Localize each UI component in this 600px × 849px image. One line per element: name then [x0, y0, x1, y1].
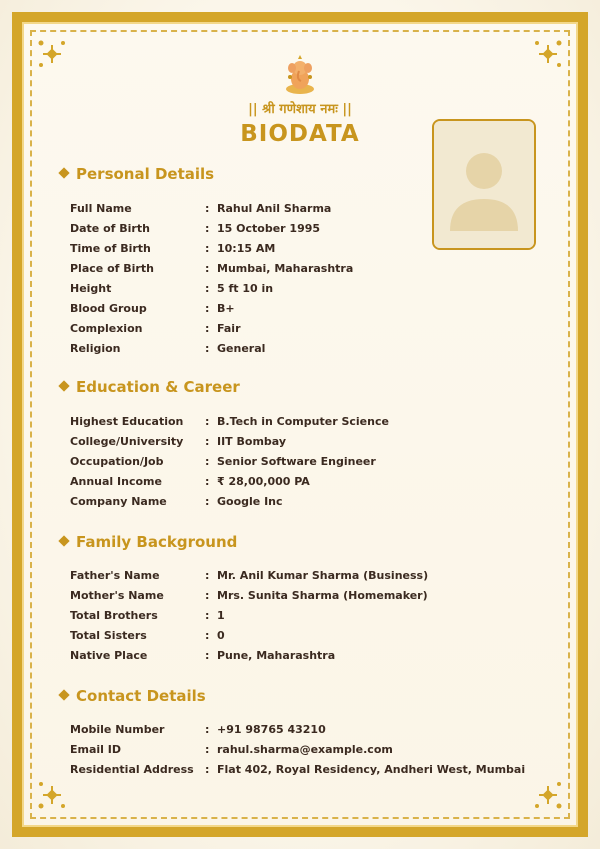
field-value: Fair	[217, 321, 241, 335]
diamond-icon	[58, 167, 69, 178]
field-value: ₹ 28,00,000 PA	[217, 475, 310, 489]
detail-row: Total Brothers : 1	[70, 609, 225, 623]
diamond-icon	[58, 535, 69, 546]
corner-ornament-icon	[38, 781, 66, 809]
contact-details-rows	[70, 720, 525, 780]
detail-row: Height : 5 ft 10 in	[70, 282, 274, 295]
field-value: +91 98765 43210	[217, 723, 326, 737]
ganesha-icon	[282, 55, 318, 95]
family-background-rows	[70, 566, 428, 665]
field-label: Height	[70, 282, 112, 295]
detail-row: Mobile Number : +91 98765 43210	[70, 723, 326, 737]
field-value: Mrs. Sunita Sharma (Homemaker)	[217, 589, 428, 603]
field-value: Flat 402, Royal Residency, Andheri West, Mumbai	[217, 763, 526, 777]
field-value: IIT Bombay	[217, 435, 287, 449]
personal-details-rows	[70, 199, 353, 358]
education-career-rows	[70, 412, 389, 511]
diamond-icon	[58, 689, 69, 700]
field-value: B+	[217, 301, 235, 315]
field-value: Rahul Anil Sharma	[217, 202, 332, 216]
detail-row: Annual Income : ₹ 28,00,000 PA	[70, 475, 310, 489]
field-value: 1	[217, 609, 225, 623]
field-value: Pune, Maharashtra	[217, 649, 336, 662]
field-label: Highest Education	[70, 415, 184, 429]
field-value: B.Tech in Computer Science	[217, 415, 389, 429]
field-label: Time of Birth	[70, 242, 151, 256]
field-label: Full Name	[70, 202, 132, 216]
detail-row: Native Place : Pune, Maharashtra	[70, 649, 336, 662]
section-title-family: Family Background	[60, 533, 237, 551]
field-label: Place of Birth	[70, 262, 154, 276]
diamond-icon	[58, 380, 69, 391]
field-value: 0	[217, 629, 225, 643]
detail-row: Time of Birth : 10:15 AM	[70, 242, 276, 256]
field-label: Annual Income	[70, 475, 162, 489]
page-title: BIODATA	[240, 121, 360, 147]
detail-row: Email ID : rahul.sharma@example.com	[70, 743, 393, 757]
field-label: College/University	[70, 435, 184, 449]
field-value: 10:15 AM	[217, 242, 276, 256]
detail-row: Residential Address : Flat 402, Royal Residency, Andheri West, Mumbai	[70, 763, 526, 777]
field-label: Native Place	[70, 649, 148, 662]
field-value: 15 October 1995	[217, 222, 321, 236]
field-label: Email ID	[70, 743, 121, 757]
detail-row: Mother's Name : Mrs. Sunita Sharma (Homemaker)	[70, 589, 428, 603]
detail-row: Highest Education : B.Tech in Computer Science	[70, 415, 389, 429]
field-label: Blood Group	[70, 301, 147, 315]
detail-row: Blood Group : B+	[70, 301, 235, 315]
profile-photo-placeholder[interactable]	[432, 119, 536, 250]
field-label: Religion	[70, 341, 121, 355]
detail-row: College/University : IIT Bombay	[70, 435, 287, 449]
detail-row: Occupation/Job : Senior Software Engineer	[70, 455, 376, 469]
field-label: Mother's Name	[70, 589, 164, 603]
field-label: Occupation/Job	[70, 455, 164, 469]
detail-row: Total Sisters : 0	[70, 629, 225, 643]
field-value: Mumbai, Maharashtra	[217, 262, 354, 276]
field-value: rahul.sharma@example.com	[217, 743, 393, 757]
field-label: Total Sisters	[70, 629, 147, 643]
field-label: Mobile Number	[70, 723, 165, 737]
field-value: Senior Software Engineer	[217, 455, 376, 469]
section-title-contact: Contact Details	[60, 687, 206, 705]
field-label: Father's Name	[70, 569, 160, 583]
field-label: Total Brothers	[70, 609, 158, 623]
detail-row: Date of Birth : 15 October 1995	[70, 222, 321, 236]
detail-row: Place of Birth : Mumbai, Maharashtra	[70, 262, 354, 276]
field-value: Mr. Anil Kumar Sharma (Business)	[217, 569, 429, 583]
detail-row: Company Name : Google Inc	[70, 495, 283, 508]
field-label: Date of Birth	[70, 222, 150, 236]
field-label: Complexion	[70, 321, 143, 335]
section-title-education: Education & Career	[60, 378, 240, 396]
corner-ornament-icon	[534, 781, 562, 809]
section-title-personal: Personal Details	[60, 165, 214, 183]
field-label: Company Name	[70, 495, 167, 508]
field-label: Residential Address	[70, 763, 194, 777]
mantra-text: || श्री गणेशाय नमः ||	[248, 102, 352, 117]
field-value: General	[217, 341, 266, 355]
detail-row: Religion : General	[70, 341, 266, 355]
detail-row: Complexion : Fair	[70, 321, 241, 335]
detail-row: Father's Name : Mr. Anil Kumar Sharma (Business)	[70, 569, 429, 583]
detail-row: Full Name : Rahul Anil Sharma	[70, 202, 332, 216]
profile-placeholder-icon	[434, 121, 534, 248]
field-value: 5 ft 10 in	[217, 282, 274, 295]
field-value: Google Inc	[217, 495, 283, 508]
